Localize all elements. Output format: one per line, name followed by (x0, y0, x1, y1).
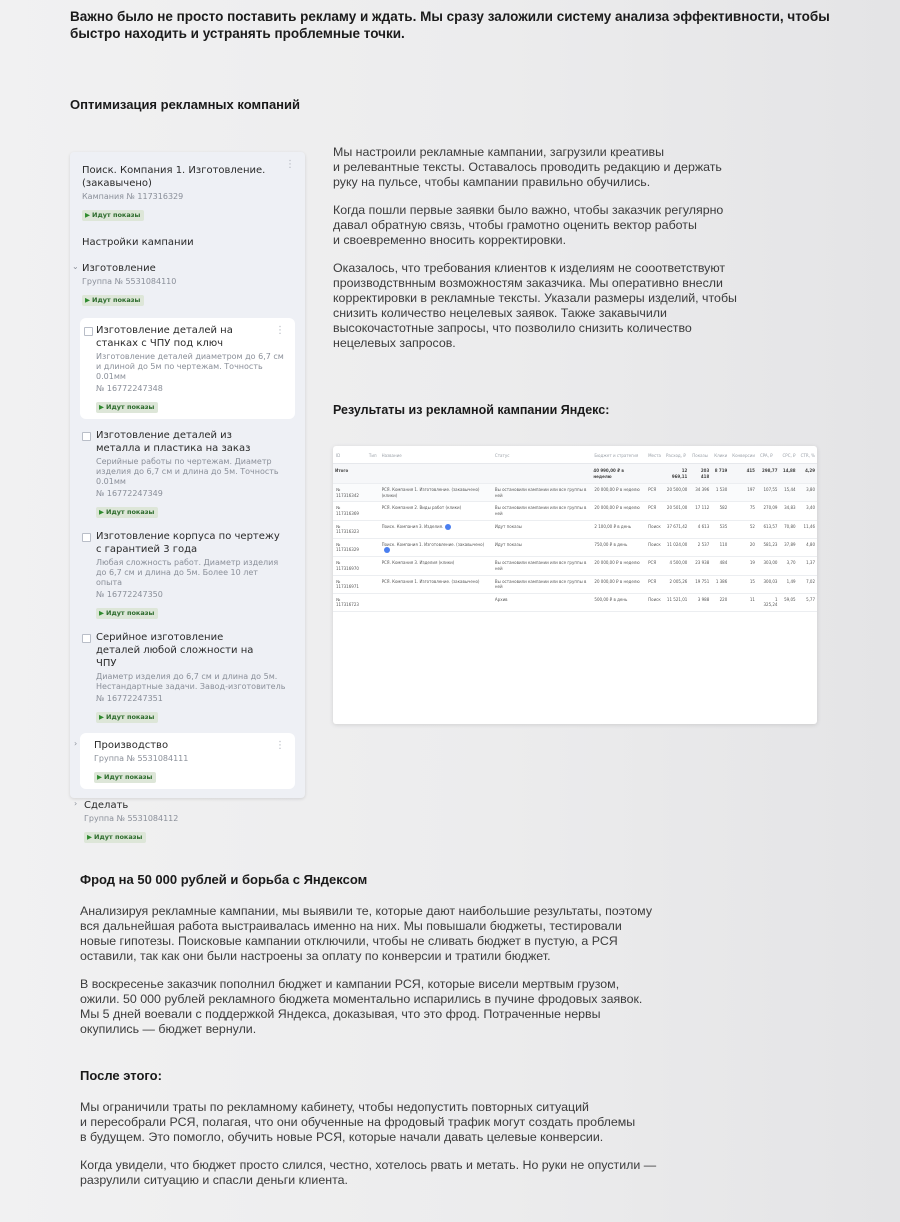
ad-item[interactable] (70, 625, 305, 729)
table-cell: Итого (333, 464, 366, 484)
ad-id: № 16772247348 (96, 384, 163, 393)
table-row[interactable] (333, 593, 817, 611)
column-header[interactable]: Тип (366, 446, 379, 464)
group-title: Сделать (84, 800, 129, 811)
table-cell (366, 502, 379, 520)
table-cell: 582 (711, 502, 729, 520)
table-cell (379, 464, 492, 484)
table-cell: 4 500,00 (663, 557, 689, 575)
table-cell[interactable] (379, 520, 492, 538)
campaign-id: Кампания № 117316329 (82, 192, 184, 201)
table-cell: 34 396 (689, 484, 711, 502)
table-cell: 535 (711, 520, 729, 538)
table-cell: 300,03 (757, 575, 780, 593)
more-icon[interactable]: ⋮ (275, 740, 285, 751)
table-cell: Поиск (645, 520, 663, 538)
table-header-row (333, 446, 817, 464)
table-cell: 220 (711, 593, 729, 611)
info-icon[interactable] (445, 524, 451, 530)
table-cell: 500,00 ₽ в день (591, 593, 645, 611)
table-cell: 20 000,00 ₽ в неделю (591, 484, 645, 502)
after-text (80, 1100, 760, 1201)
column-header[interactable]: ID (333, 446, 366, 464)
group-item[interactable] (70, 793, 305, 849)
table-cell: 14,88 (779, 464, 797, 484)
paragraph: Когда пошли первые заявки было важно, чтобы заказчик регулярно давал обратную связь, чтобы грамотно оценить вектор работы и своевременно вносить корректировки. (333, 203, 724, 247)
column-header[interactable]: CTR, % (798, 446, 817, 464)
ad-desc: Серийные работы по чертежам. Диаметр изделия до 6,7 см и длина до 5м. Точность 0.01мм (96, 457, 279, 486)
ad-title: Изготовление деталей на станках с ЧПУ под ключ (96, 325, 233, 349)
table-cell[interactable] (379, 538, 492, 557)
table-cell: Вы остановили кампании или все группы в ней (492, 575, 591, 593)
table-cell: № 117316369 (333, 502, 366, 520)
table-cell: 11,46 (798, 520, 817, 538)
table-cell: 11 (729, 593, 757, 611)
table-cell (645, 464, 663, 484)
table-cell: 298,77 (757, 464, 780, 484)
table-cell: 11 521,01 (663, 593, 689, 611)
table-cell: 2 537 (689, 538, 711, 557)
table-cell: 197 (729, 484, 757, 502)
table-cell: 17 112 (689, 502, 711, 520)
table-cell: 75 (729, 502, 757, 520)
play-icon: ▶ (99, 609, 104, 617)
table-cell: 581,23 (757, 538, 780, 557)
column-header[interactable]: CPC, ₽ (779, 446, 797, 464)
play-icon: ▶ (99, 713, 104, 721)
table-row[interactable] (333, 575, 817, 593)
table-cell: 613,57 (757, 520, 780, 538)
status-badge: ▶ Идут показы (82, 295, 144, 306)
table-cell (366, 557, 379, 575)
campaign-settings-link[interactable]: Настройки кампании (82, 237, 194, 248)
fraud-title: Фрод на 50 000 рублей и борьба с Яндексом (80, 872, 368, 887)
table-cell: 8 719 (711, 464, 729, 484)
table-cell: № 117316342 (333, 484, 366, 502)
column-header[interactable]: Название (379, 446, 492, 464)
table-cell: 19 751 (689, 575, 711, 593)
ad-title: Изготовление деталей из металла и пластика на заказ (96, 430, 251, 454)
ad-id: № 16772247350 (96, 590, 163, 599)
more-icon[interactable]: ⋮ (275, 325, 285, 336)
table-cell: 20 501,00 (663, 502, 689, 520)
column-header[interactable]: Статус (492, 446, 591, 464)
column-header[interactable]: Расход, ₽ (663, 446, 689, 464)
table-cell (492, 464, 591, 484)
table-cell: 37 671,42 (663, 520, 689, 538)
play-icon: ▶ (99, 508, 104, 516)
table-cell (366, 593, 379, 611)
table-cell: 59,05 (779, 593, 797, 611)
column-header[interactable]: Клики (711, 446, 729, 464)
table-cell: 484 (711, 557, 729, 575)
table-cell: РСЯ (645, 557, 663, 575)
table-cell: 20 000,00 ₽ в неделю (591, 557, 645, 575)
ad-id: № 16772247351 (96, 694, 163, 703)
table-cell: 20 000,00 ₽ в неделю (591, 575, 645, 593)
column-header[interactable]: Места (645, 446, 663, 464)
group-id: Группа № 5531084110 (82, 277, 177, 286)
table-cell (366, 520, 379, 538)
table-cell: 415 (729, 464, 757, 484)
table-cell: 20 000,00 ₽ в неделю (591, 502, 645, 520)
chevron-down-icon[interactable]: ⌄ (72, 262, 79, 271)
ad-item[interactable] (80, 318, 295, 419)
table-cell: РСЯ (645, 502, 663, 520)
play-icon: ▶ (99, 403, 104, 411)
table-cell: 52 (729, 520, 757, 538)
table-cell: № 117316723 (333, 593, 366, 611)
ad-item[interactable] (70, 524, 305, 625)
table-row[interactable] (333, 520, 817, 538)
table-cell: 4,29 (798, 464, 817, 484)
table-cell: 40 990,00 ₽ в неделю (591, 464, 645, 484)
ad-title: Изготовление корпуса по чертежу с гарантией 3 года (96, 531, 280, 555)
checkbox[interactable] (84, 327, 93, 336)
info-icon[interactable] (384, 547, 390, 553)
table-cell (366, 464, 379, 484)
table-cell-text: Поиск. Компания 1. Изготовление. (закавычено) (381, 541, 485, 547)
table-cell: 12 969,11 (663, 464, 689, 484)
table-cell: Идут показы (492, 538, 591, 557)
table-row[interactable] (333, 557, 817, 575)
table-cell: 1,37 (798, 557, 817, 575)
table-cell (366, 484, 379, 502)
intro-text: Важно было не просто поставить рекламу и ждать. Мы сразу заложили систему анализа эффективности, чтобы быстро находить и устранять проблемные точки. (70, 9, 830, 41)
column-header[interactable]: Показы (689, 446, 711, 464)
fraud-text (80, 904, 760, 1050)
table-cell: 5,77 (798, 593, 817, 611)
paragraph: Мы настроили рекламные кампании, загрузили креативы и релевантные тексты. Оставалось проводить редакцию и держать руку на пульсе, чтобы кампании правильно обучились. (333, 145, 722, 189)
checkbox[interactable] (82, 432, 91, 441)
ad-item[interactable] (70, 423, 305, 524)
group-title: Изготовление (82, 263, 156, 274)
play-icon: ▶ (97, 773, 102, 781)
table-cell[interactable]: РСЯ. Компания 1. Изготовление. (закавычено) (379, 575, 492, 593)
table-cell: 1,49 (779, 575, 797, 593)
table-cell: 270,09 (757, 502, 780, 520)
table-cell: 15 (729, 575, 757, 593)
table-cell: 20 500,00 (663, 484, 689, 502)
play-icon: ▶ (87, 833, 92, 841)
table-cell: 7,02 (798, 575, 817, 593)
column-header[interactable]: CPA, ₽ (757, 446, 780, 464)
table-cell: Поиск (645, 593, 663, 611)
status-badge: ▶ Идут показы (82, 210, 144, 221)
table-cell: 203 418 (689, 464, 711, 484)
campaign-panel (70, 152, 305, 841)
ad-desc: Диаметр изделия до 6,7 см и длина до 5м. Нестандартные задачи. Завод-изготовитель (96, 672, 286, 691)
table-cell: Вы остановили кампании или все группы в ней (492, 502, 591, 520)
checkbox[interactable] (82, 533, 91, 542)
group-id: Группа № 5531084112 (84, 814, 179, 823)
results-title: Результаты из рекламной кампании Яндекс: (333, 403, 610, 417)
table-cell: 37,89 (779, 538, 797, 557)
table-cell: 1 386 (711, 575, 729, 593)
table-cell (366, 575, 379, 593)
table-cell: 3 988 (689, 593, 711, 611)
campaign-item[interactable] (70, 152, 305, 227)
more-icon[interactable]: ⋮ (285, 159, 295, 170)
table-cell: 20 (729, 538, 757, 557)
paragraph: Мы ограничили траты по рекламному кабинету, чтобы недопустить повторных ситуаций и пересобрали РСЯ, полагая, что они обученные на фродовый трафик могут создать проблемы в будущем. Это помогло, обучить новые РСЯ, которые начали давать целевые конверсии. (80, 1100, 636, 1144)
table-cell: РСЯ (645, 484, 663, 502)
table-cell: 303,00 (757, 557, 780, 575)
status-badge: ▶ Идут показы (96, 507, 158, 518)
paragraph: В воскресенье заказчик пополнил бюджет и кампании РСЯ, которые висели мертвым грузом, ожили. 50 000 рублей рекламного бюджета моментально испарились в пучине фродовых заявок. Мы 5 дней воевали с поддержкой Яндекса, доказывая, что это фрод. Потраченные нервы окупились — бюджет вернули. (80, 977, 643, 1036)
ad-desc: Изготовление деталей диаметром до 6,7 см и длиной до 5м по чертежам. Точность 0.01мм (96, 352, 284, 381)
table-cell: Поиск (645, 538, 663, 557)
checkbox[interactable] (82, 634, 91, 643)
chevron-right-icon[interactable]: › (74, 799, 78, 808)
column-header[interactable]: Бюджет и стратегия (591, 446, 645, 464)
status-badge: ▶ Идут показы (96, 402, 158, 413)
table-cell[interactable]: РСЯ. Компания 2. Виды работ (клики) (379, 502, 492, 520)
ad-desc: Любая сложность работ. Диаметр изделия до 6,7 см и длина до 5м. Более 10 лет опыта (96, 558, 279, 587)
table-cell: 19 (729, 557, 757, 575)
group-item[interactable] (70, 256, 305, 312)
table-cell: Вы остановили кампании или все группы в ней (492, 557, 591, 575)
status-badge: ▶ Идут показы (94, 772, 156, 783)
table-cell: Вы остановили кампании или все группы в ней (492, 484, 591, 502)
play-icon: ▶ (85, 211, 90, 219)
table-cell: 3,70 (779, 557, 797, 575)
table-cell: 23 938 (689, 557, 711, 575)
paragraph: Анализируя рекламные кампании, мы выявили те, которые дают наибольшие результаты, поэтому вся дальнейшая работа выстраивалась именно на них. Мы повышали бюджеты, тестировали новые гипотезы. Поисковые кампании отключили, чтобы не сливать бюджет в пустую, а РСЯ оставили, так как они были настроены за оплату по конверсии и тратили бюджет. (80, 904, 653, 963)
ad-id: № 16772247349 (96, 489, 163, 498)
table-row[interactable] (333, 484, 817, 502)
table-row[interactable] (333, 538, 817, 557)
table-cell: 3,40 (798, 502, 817, 520)
table-row[interactable] (333, 502, 817, 520)
table-cell: № 117316971 (333, 575, 366, 593)
section-title: Оптимизация рекламных компаний (70, 97, 301, 112)
table-cell: 15,44 (779, 484, 797, 502)
table-cell: Архив (492, 593, 591, 611)
paragraph: Когда увидели, что бюджет просто слился, честно, хотелось рвать и метать. Но руки не опустили — разрулили ситуацию и спасли деньги клиента. (80, 1158, 657, 1187)
paragraph: Оказалось, что требования клиентов к изделиям не сооответствуют производствнным возможностям заказчика. Мы оперативно внесли корректировки в рекламные тексты. Указали размеры изделий, чтобы снизить количество нецелевых заявок. Также закавычили высокочастотные запросы, что позволило снизить количество нецелевых запросов. (333, 261, 737, 350)
table-cell: 110 (711, 538, 729, 557)
table-cell[interactable]: РСЯ. Компания 3. Изделия (клики) (379, 557, 492, 575)
table-cell: Идут показы (492, 520, 591, 538)
table-cell (366, 538, 379, 557)
play-icon: ▶ (85, 296, 90, 304)
campaign-title: Поиск. Компания 1. Изготовление. (закавычено) (82, 165, 266, 189)
table-cell: 70,80 (779, 520, 797, 538)
table-cell: 1 325,24 (757, 593, 780, 611)
table-cell: № 117316970 (333, 557, 366, 575)
table-cell: 4 613 (689, 520, 711, 538)
column-header[interactable]: Конверсии (729, 446, 757, 464)
results-table (333, 446, 817, 724)
table-cell: № 117316323 (333, 520, 366, 538)
after-title: После этого: (80, 1068, 162, 1083)
right-text (333, 145, 813, 364)
status-badge: ▶ Идут показы (84, 832, 146, 843)
status-badge: ▶ Идут показы (96, 712, 158, 723)
table-total-row (333, 464, 817, 484)
group-title: Производство (94, 740, 169, 751)
table-cell: 107,55 (757, 484, 780, 502)
table-cell: 3,80 (798, 484, 817, 502)
table-cell: 2 100,00 ₽ в день (591, 520, 645, 538)
status-badge: ▶ Идут показы (96, 608, 158, 619)
group-item[interactable] (74, 733, 295, 789)
table-cell: № 117316329 (333, 538, 366, 557)
table-cell[interactable] (379, 593, 492, 611)
table-cell[interactable]: РСЯ. Компания 1. Изготовление. (закавычено) (клики) (379, 484, 492, 502)
chevron-right-icon[interactable]: › (74, 739, 78, 748)
ad-title: Серийное изготовление деталей любой сложности на ЧПУ (96, 632, 254, 669)
table-cell-text: Поиск. Компания 3. Изделия. (381, 523, 444, 529)
table-cell: 2 005,26 (663, 575, 689, 593)
table-cell: 1 530 (711, 484, 729, 502)
table-cell: РСЯ (645, 575, 663, 593)
table-cell: 34,83 (779, 502, 797, 520)
table-cell: 750,00 ₽ в день (591, 538, 645, 557)
table-cell: 4,80 (798, 538, 817, 557)
group-id: Группа № 5531084111 (94, 754, 189, 763)
table-cell: 11 024,00 (663, 538, 689, 557)
